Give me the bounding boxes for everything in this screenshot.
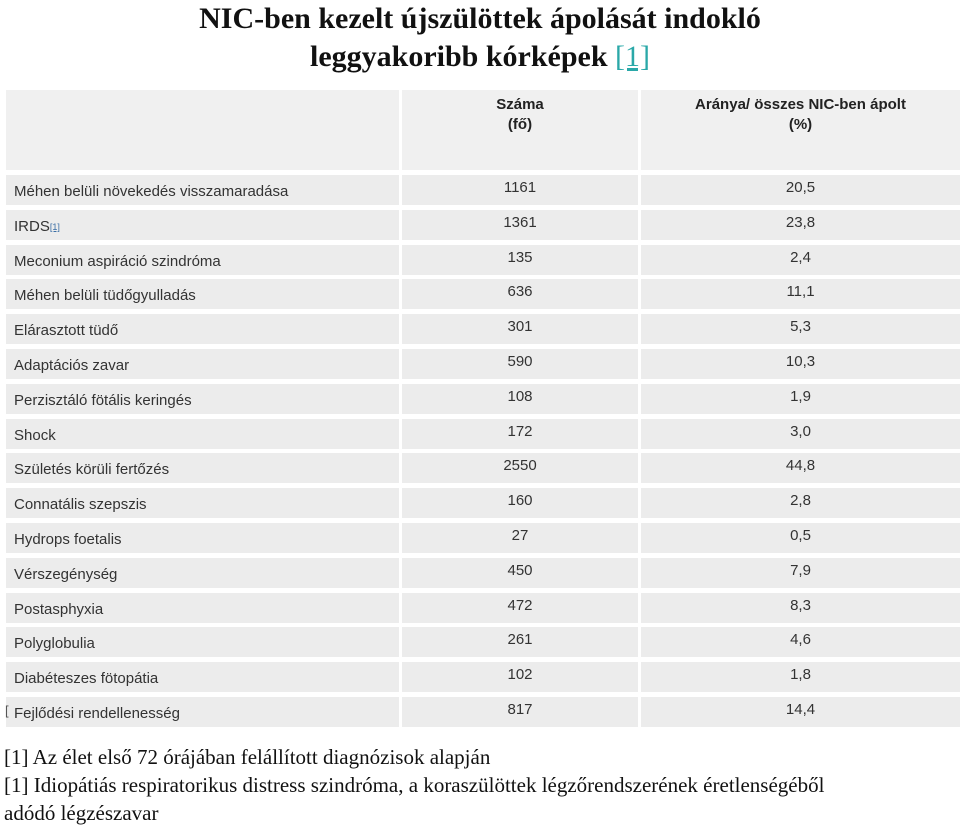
row-count: 817 (507, 701, 533, 718)
row-name (14, 287, 196, 305)
row-name (14, 218, 60, 236)
row-name-text: IRDS (14, 218, 50, 235)
header-cell-name (6, 90, 399, 170)
row-percentage: 2,8 (790, 492, 811, 509)
row-percentage: 4,6 (790, 631, 811, 648)
row-name-text: Vérszegénység (14, 566, 118, 583)
table-row (0, 314, 960, 344)
row-count: 450 (507, 562, 533, 579)
row-name-text: Connatális szepszis (14, 496, 147, 513)
table-row (0, 488, 960, 518)
row-percentage: 44,8 (785, 457, 816, 474)
row-percentage: 1,8 (790, 666, 811, 683)
row-count: 108 (507, 388, 533, 405)
footnote-1: [1] Az élet első 72 órájában felállított diagnózisok alapján (4, 745, 491, 769)
row-percentage: 2,4 (790, 249, 811, 266)
row-percentage: 0,5 (790, 527, 811, 544)
table-row (0, 627, 960, 657)
row-percentage: 20,5 (785, 179, 816, 196)
row-count: 636 (507, 283, 533, 300)
row-percentage: 11,1 (786, 283, 815, 300)
row-name (14, 670, 158, 688)
table-cell (6, 419, 399, 449)
row-count: 2550 (503, 457, 537, 474)
row-name (14, 357, 129, 375)
row-name-text: Elárasztott tüdő (14, 322, 119, 339)
row-count: 160 (507, 492, 533, 509)
table-row (0, 384, 960, 414)
row-name (14, 183, 288, 201)
title-line-2-text: leggyakoribb kórképek (309, 40, 608, 73)
row-count: 261 (507, 631, 533, 648)
table-row (0, 349, 960, 379)
header-pct-label: Aránya/ összes NIC-ben ápolt (%) (695, 96, 906, 133)
row-name-text: Polyglobulia (14, 635, 95, 652)
row-count: 590 (507, 353, 533, 370)
row-percentage: 10,3 (785, 353, 816, 370)
table-row (0, 662, 960, 692)
row-name (14, 566, 117, 584)
row-name (14, 461, 169, 479)
table-row (0, 419, 960, 449)
row-count: 1361 (503, 214, 537, 231)
table-row (0, 210, 960, 240)
row-count: 472 (507, 597, 533, 614)
row-count: 27 (511, 527, 529, 544)
row-percentage: 3,0 (790, 423, 811, 440)
table-row (0, 593, 960, 623)
title-reference-link[interactable]: [1] (615, 40, 651, 73)
row-name-text: Méhen belüli növekedés visszamaradása (14, 183, 289, 200)
row-name (14, 427, 56, 445)
row-count: 1161 (503, 179, 537, 196)
footnote-2: [1] Idiopátiás respiratorikus distress szindróma, a koraszülöttek légzőrendszerének éretlenségéből (4, 773, 825, 797)
row-percentage: 14,4 (785, 701, 816, 718)
row-name-text: Postasphyxia (14, 601, 104, 618)
row-name-text: Perzisztáló fötális keringés (14, 392, 192, 409)
row-name (14, 531, 122, 549)
row-name (14, 253, 221, 271)
row-name (14, 496, 147, 514)
table-row (0, 245, 960, 275)
table-row (0, 558, 960, 588)
table-row (0, 453, 960, 483)
row-name-text: Fejlődési rendellenesség (14, 705, 180, 722)
row-name (14, 635, 95, 653)
row-percentage: 23,8 (785, 214, 816, 231)
row-name (14, 322, 118, 340)
row-count: 102 (507, 666, 533, 683)
table-row (0, 279, 960, 309)
row-name (14, 705, 180, 723)
table-row (0, 523, 960, 553)
row-name-text: Méhen belüli tüdőgyulladás (14, 287, 196, 304)
row-name (14, 601, 103, 619)
row-name-text: Meconium aspiráció szindróma (14, 253, 221, 270)
table-row (0, 697, 960, 727)
row-name-text: Születés körüli fertőzés (14, 461, 170, 478)
table-cell (6, 210, 399, 240)
row-prefix-mark: [ (5, 703, 9, 718)
row-count: 135 (507, 249, 533, 266)
row-percentage: 8,3 (790, 597, 811, 614)
row-name (14, 392, 192, 410)
row-percentage: 7,9 (790, 562, 811, 579)
title-line-2 (0, 38, 960, 76)
title-line-1: NIC-ben kezelt újszülöttek ápolását indokló (199, 2, 761, 35)
row-count: 301 (507, 318, 533, 335)
footnote-3: adódó légzészavar (4, 801, 159, 825)
row-footnote-link[interactable]: [1] (49, 222, 60, 232)
row-name-text: Hydrops foetalis (14, 531, 122, 548)
row-name-text: Adaptációs zavar (14, 357, 130, 374)
row-percentage: 1,9 (790, 388, 811, 405)
row-count: 172 (507, 423, 533, 440)
table-row (0, 175, 960, 205)
row-name-text: Shock (14, 427, 56, 444)
header-count-label: Száma (fő) (496, 96, 544, 133)
row-percentage: 5,3 (790, 318, 811, 335)
row-name-text: Diabéteszes fötopátia (14, 670, 159, 687)
